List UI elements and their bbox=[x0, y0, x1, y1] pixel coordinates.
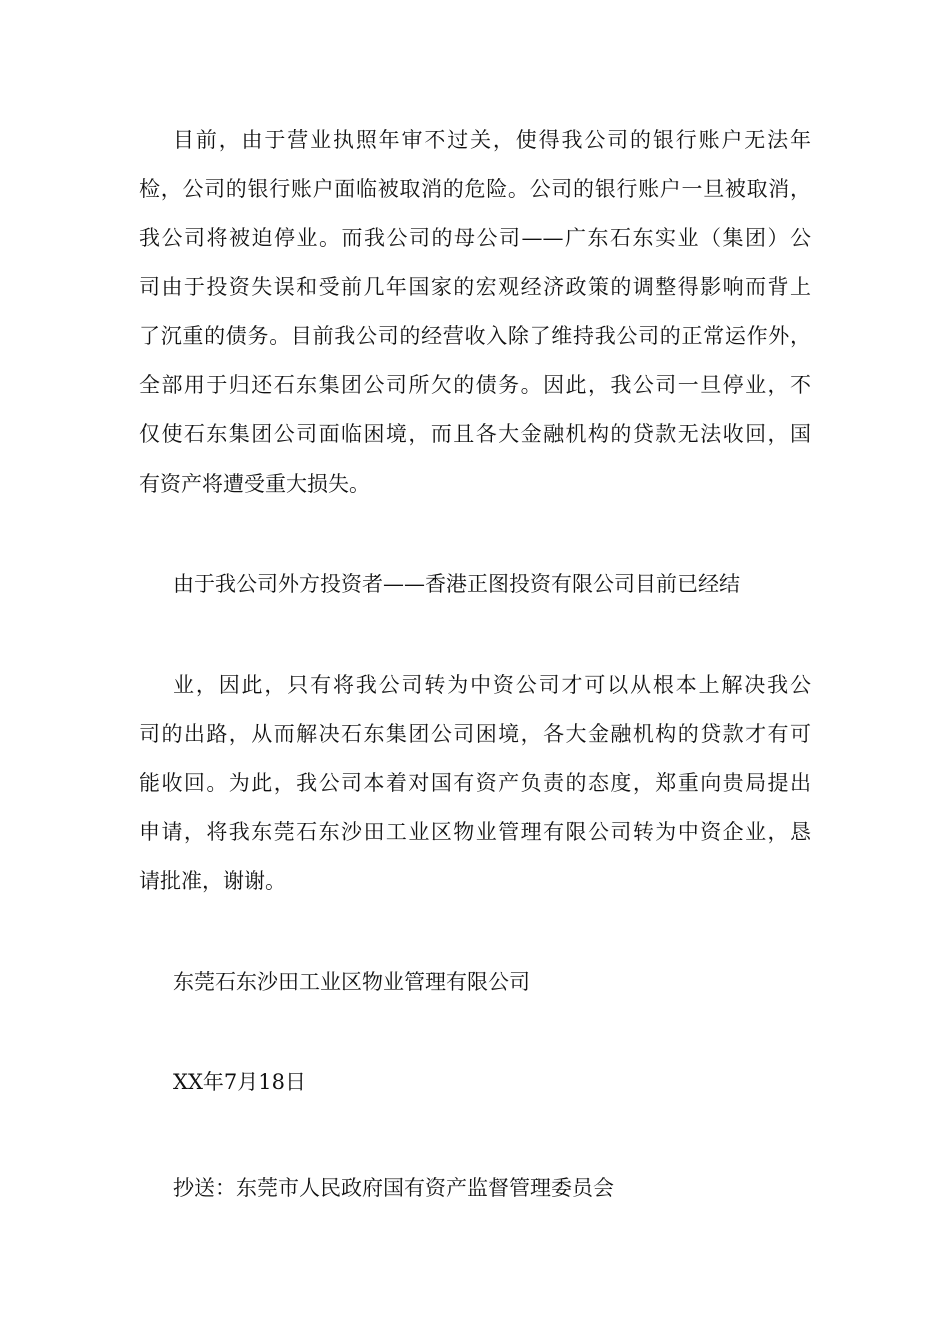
paragraph-3-line-2: 司的出路，从而解决石东集团公司困境，各大金融机构的贷款才有可 bbox=[139, 722, 811, 746]
paragraph-1-line-3: 我公司将被迫停业。而我公司的母公司——广东石东实业（集团）公 bbox=[139, 226, 811, 250]
paragraph-1-line-6: 全部用于归还石东集团公司所欠的债务。因此，我公司一旦停业，不 bbox=[139, 373, 811, 397]
signature-date: XX年7月18日 bbox=[173, 1070, 306, 1094]
paragraph-3-line-4: 申请，将我东莞石东沙田工业区物业管理有限公司转为中资企业，恳 bbox=[139, 820, 811, 844]
paragraph-1-line-8: 有资产将遭受重大损失。 bbox=[139, 472, 370, 496]
paragraph-1-line-7: 仅使石东集团公司面临困境，而且各大金融机构的贷款无法收回，国 bbox=[139, 422, 811, 446]
paragraph-3-line-1: 业，因此，只有将我公司转为中资公司才可以从根本上解决我公 bbox=[173, 673, 811, 697]
paragraph-1-line-5: 了沉重的债务。目前我公司的经营收入除了维持我公司的正常运作外， bbox=[139, 324, 811, 348]
signature-company: 东莞石东沙田工业区物业管理有限公司 bbox=[173, 970, 530, 994]
paragraph-2-line-1: 由于我公司外方投资者——香港正图投资有限公司目前已经结 bbox=[173, 572, 740, 596]
paragraph-1-line-2: 检，公司的银行账户面临被取消的危险。公司的银行账户一旦被取消， bbox=[139, 177, 811, 201]
paragraph-3-line-5: 请批准，谢谢。 bbox=[139, 869, 286, 893]
paragraph-3-line-3: 能收回。为此，我公司本着对国有资产负责的态度，郑重向贵局提出 bbox=[139, 771, 811, 795]
cc-line: 抄送：东莞市人民政府国有资产监督管理委员会 bbox=[173, 1176, 614, 1200]
paragraph-1-line-4: 司由于投资失误和受前几年国家的宏观经济政策的调整得影响而背上 bbox=[139, 275, 811, 299]
paragraph-1-line-1: 目前，由于营业执照年审不过关，使得我公司的银行账户无法年 bbox=[173, 128, 811, 152]
